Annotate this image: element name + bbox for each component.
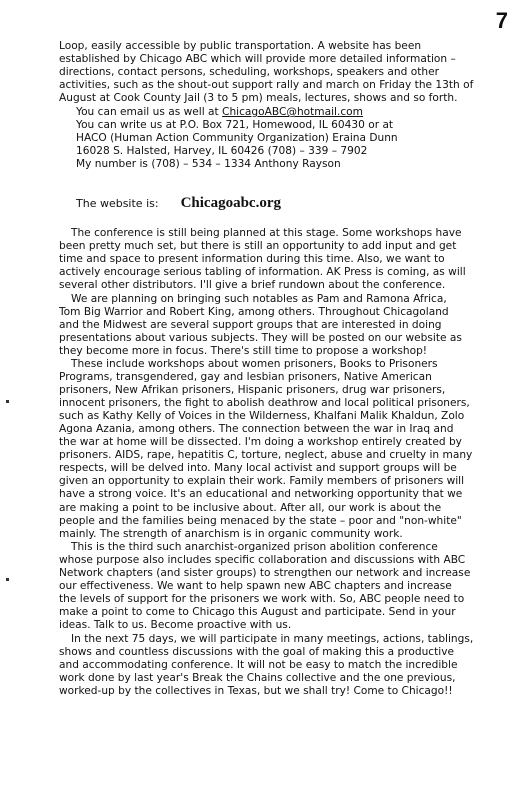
paragraph-line: work done by last year's Break the Chains collective and the one previous, [59, 672, 456, 685]
intro-line: directions, contact persons, scheduling, workshops, speakers and other [59, 66, 439, 79]
contact-line: HACO (Human Action Community Organization) Eraina Dunn [76, 132, 398, 145]
paragraph-workshops [59, 358, 511, 541]
intro-line: Loop, easily accessible by public transportation. A website has been [59, 40, 422, 52]
paragraph-line: prisoners, New Afrikan prisoners, Hispanic prisoners, drug war prisoners, [59, 384, 446, 397]
email-prefix: You can email us as well at [76, 106, 223, 118]
paragraph-abc-network [59, 541, 511, 632]
paragraph-line: Tom Big Warrior and Robert King, among others. Throughout Chicagoland [59, 306, 449, 319]
paragraph-line: Network chapters (and sister groups) to strengthen our network and increase [59, 567, 471, 580]
paragraph-line: been pretty much set, but there is still an opportunity to add input and get [59, 240, 457, 253]
paragraph-line: our effectiveness. We want to help spawn new ABC chapters and increase [59, 580, 452, 593]
paragraph-line: shows and countless discussions with the goal of making this a productive [59, 646, 455, 659]
paragraph-next-75-days [59, 633, 511, 698]
paragraph-line: have a strong voice. It's an educational and networking opportunity that we [59, 488, 463, 501]
paragraph-line: worked-up by the collectives in Texas, but we shall try! Come to Chicago!! [59, 685, 453, 698]
paragraph-line: the levels of support for the prisoners we work with. So, ABC people need to [59, 593, 465, 606]
paragraph-line: These include workshops about women prisoners, Books to Prisoners [71, 358, 438, 370]
email-link[interactable]: ChicagoABC@hotmail.com [222, 106, 363, 118]
paragraph-conference-planning [59, 227, 511, 292]
website-label: The website is: [76, 197, 159, 210]
intro-paragraph [59, 40, 507, 105]
paragraph-line: prisoners. AIDS, rape, hepatitis C, torture, neglect, abuse and cruelty in many [59, 449, 473, 462]
paragraph-line: The conference is still being planned at this stage. Some workshops have [71, 227, 462, 239]
website-row [76, 197, 506, 211]
email-line [76, 106, 506, 119]
paragraph-line: given an opportunity to explain their work. Family members of prisoners will [59, 475, 465, 488]
website-url[interactable]: Chicagoabc.org [180, 195, 281, 211]
paragraph-line: innocent prisoners, the fight to abolish deathrow and local political prisoners, [59, 397, 470, 410]
paragraph-line: actively encourage serious tabling of information. AK Press is coming, as will [59, 266, 466, 279]
paragraph-line: presentations about various subjects. They will be posted on our website as [59, 332, 462, 345]
paragraph-notables [59, 293, 511, 358]
paragraph-line: We are planning on bringing such notables as Pam and Ramona Africa, [71, 293, 447, 305]
scan-margin-mark [6, 400, 9, 403]
page-number: 7 [495, 8, 508, 33]
paragraph-line: respects, will be delved into. Many local activist and support groups will be [59, 462, 457, 475]
intro-line: activities, such as the shout-out support rally and march on Friday the 13th of [59, 79, 474, 92]
paragraph-line: the war at home will be dissected. I'm doing a workshop entirely created by [59, 436, 462, 449]
paragraph-line: and the Midwest are several support groups that are interested in doing [59, 319, 442, 332]
paragraph-line: whose purpose also includes specific collaboration and discussions with ABC [59, 554, 466, 567]
paragraph-line: are making a point to be inclusive about. After all, our work is about the [59, 501, 442, 514]
paragraph-line: Agona Azania, among others. The connection between the war in Iraq and [59, 423, 454, 436]
paragraph-line: they become more in focus. There's still time to propose a workshop! [59, 345, 428, 358]
paragraph-line: mainly. The strength of anarchism is in organic community work. [59, 527, 403, 540]
paragraph-line: Programs, transgendered, gay and lesbian prisoners, Native American [59, 371, 432, 384]
contact-line: You can write us at P.O. Box 721, Homewood, IL 60430 or at [76, 119, 394, 132]
paragraph-line: This is the third such anarchist-organized prison abolition conference [71, 541, 438, 553]
paragraph-line: ideas. Talk to us. Become proactive with us. [59, 619, 292, 632]
contact-line: 16028 S. Halsted, Harvey, IL 60426 (708) – 339 – 7902 [76, 145, 368, 158]
paragraph-line: several other distributors. I'll give a brief rundown about the conference. [59, 279, 446, 292]
paragraph-line: make a point to come to Chicago this August and participate. Send in your [59, 606, 456, 619]
scan-margin-mark [6, 578, 9, 581]
intro-line: August at Cook County Jail (3 to 5 pm) meals, lectures, shows and so forth. [59, 92, 458, 105]
paragraph-line: and accommodating conference. It will not be easy to match the incredible [59, 659, 458, 672]
paragraph-line: people and the families being menaced by the state – poor and "non-white" [59, 514, 462, 527]
paragraph-line: In the next 75 days, we will participate in many meetings, actions, tablings, [71, 633, 474, 645]
contact-block [76, 106, 506, 171]
paragraph-line: time and space to present information during this time. Also, we want to [59, 253, 445, 266]
intro-line: established by Chicago ABC which will provide more detailed information – [59, 53, 456, 66]
paragraph-line: such as Kathy Kelly of Voices in the Wilderness, Khalfani Malik Khaldun, Zolo [59, 410, 465, 423]
contact-line: My number is (708) – 534 – 1334 Anthony Rayson [76, 158, 341, 171]
